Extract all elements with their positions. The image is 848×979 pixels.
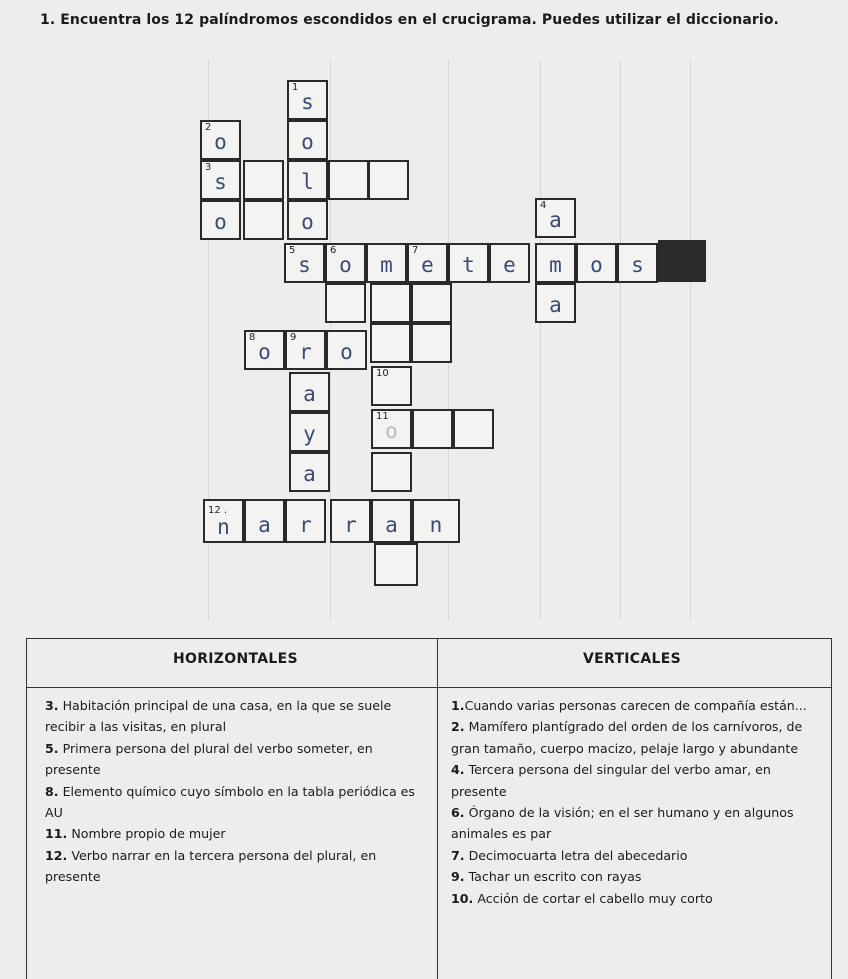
clue-item — [45, 845, 429, 888]
clue-text: Órgano de la visión; en el ser humano y en algunos animales es par — [451, 805, 794, 842]
clue-number: 1 — [292, 82, 299, 93]
vertical-clues — [451, 695, 827, 909]
cell-letter: y — [303, 422, 316, 446]
cell-letter: a — [303, 462, 316, 486]
clue-number: 9. — [451, 869, 465, 885]
cell-letter: a — [385, 513, 398, 537]
clue-item — [451, 759, 827, 802]
clues-table — [26, 638, 832, 979]
crossword-cell[interactable] — [284, 243, 325, 283]
cell-letter: e — [503, 253, 516, 277]
cell-letter: n — [429, 513, 443, 537]
crossword-cell[interactable] — [287, 160, 328, 200]
cell-letter: s — [298, 253, 311, 277]
crossword-cell[interactable] — [287, 80, 328, 120]
crossword-cell[interactable] — [326, 330, 367, 370]
clue-text: Verbo narrar en la tercera persona del plural, en presente — [45, 847, 377, 885]
cell-letter: m — [380, 253, 393, 277]
crossword-cell[interactable] — [243, 160, 284, 200]
cell-letter: o — [258, 340, 271, 364]
crossword-cell[interactable] — [576, 243, 617, 283]
crossword-cell[interactable] — [200, 160, 241, 200]
clue-number: 5. — [45, 740, 59, 756]
cell-letter: a — [549, 293, 562, 317]
cell-letter: n — [217, 515, 230, 539]
cell-letter: o — [385, 419, 398, 443]
cell-letter: a — [549, 208, 562, 232]
cell-letter: o — [301, 130, 314, 154]
clue-number: 10. — [451, 890, 474, 906]
crossword-cell[interactable] — [371, 499, 412, 543]
crossword-cell[interactable] — [289, 452, 330, 492]
clue-item — [451, 716, 827, 759]
crossword-cell[interactable] — [289, 412, 330, 452]
crossword-cell[interactable] — [412, 499, 460, 543]
clue-text: Decimocuarta letra del abecedario — [468, 847, 688, 863]
clue-item — [451, 888, 827, 909]
column-divider — [437, 639, 438, 979]
crossword-cell[interactable] — [325, 283, 366, 323]
clue-number: 1. — [451, 698, 465, 713]
crossword-cell[interactable] — [200, 200, 241, 240]
clue-item — [451, 802, 827, 845]
crossword-cell[interactable] — [371, 409, 412, 449]
crossword-cell[interactable] — [370, 323, 411, 363]
cell-letter: s — [631, 253, 644, 277]
clue-number: 10 — [376, 368, 389, 379]
clue-text: Nombre propio de mujer — [71, 826, 226, 842]
cell-letter: o — [214, 130, 227, 154]
clue-number: 4. — [451, 762, 465, 778]
crossword-cell[interactable] — [370, 283, 411, 323]
cell-letter: a — [303, 382, 316, 406]
exercise-instruction: 1. Encuentra los 12 palíndromos escondidos en el crucigrama. Puedes utilizar el diccionario. — [40, 12, 779, 28]
crossword-cell[interactable] — [412, 409, 453, 449]
crossword-cell[interactable] — [200, 120, 241, 160]
crossword-cell[interactable] — [285, 330, 326, 370]
clue-item — [451, 866, 827, 887]
crossword-cell[interactable] — [411, 323, 452, 363]
cell-letter: o — [301, 210, 314, 234]
crossword-cell[interactable] — [407, 243, 448, 283]
crossword-cell[interactable] — [285, 499, 326, 543]
cell-letter: r — [344, 513, 357, 537]
clue-text: Cuando varias personas carecen de compañía están... — [464, 698, 807, 713]
clue-item — [451, 695, 827, 716]
crossword-cell[interactable] — [374, 543, 418, 586]
clue-item — [45, 695, 429, 738]
clue-text: Mamífero plantígrado del orden de los carnívoros, de gran tamaño, cuerpo macizo, pelaje largo y abundante — [451, 719, 803, 756]
clue-number: 12 . — [208, 505, 228, 516]
cell-letter: a — [258, 513, 271, 537]
black-cell — [658, 240, 706, 282]
clue-number: 2. — [451, 719, 465, 735]
cell-letter: t — [462, 253, 475, 277]
crossword-cell[interactable] — [243, 200, 284, 240]
clue-number: 3. — [45, 698, 59, 713]
clue-number: 2 — [205, 122, 212, 133]
clue-number: 8. — [45, 783, 59, 799]
cell-letter: s — [214, 170, 227, 194]
clue-number: 9 — [290, 332, 297, 343]
clue-text: Elemento químico cuyo símbolo en la tabla periódica es AU — [45, 783, 415, 821]
crossword-cell[interactable] — [535, 243, 576, 283]
clue-number: 5 — [289, 245, 296, 256]
crossword-cell[interactable] — [289, 372, 330, 412]
vertical-header: VERTICALES — [583, 651, 681, 667]
clue-number: 7 — [412, 245, 419, 256]
cell-letter: l — [301, 170, 314, 194]
cell-letter: r — [299, 340, 312, 364]
clue-number: 11. — [45, 826, 68, 842]
clue-item — [45, 738, 429, 781]
crossword-cell[interactable] — [411, 283, 452, 323]
crossword-cell[interactable] — [371, 366, 412, 406]
clue-number: 11 — [376, 411, 389, 422]
crossword-cell[interactable] — [244, 330, 285, 370]
clue-text: Tachar un escrito con rayas — [468, 869, 642, 885]
horizontal-header: HORIZONTALES — [173, 651, 298, 667]
clue-text: Primera persona del plural del verbo someter, en presente — [45, 740, 373, 778]
crossword-cell[interactable] — [330, 499, 371, 543]
clue-number: 12. — [45, 847, 68, 863]
cell-letter: o — [339, 253, 352, 277]
crossword-cell[interactable] — [368, 160, 409, 200]
cell-letter: o — [214, 210, 227, 234]
crossword-cell[interactable] — [203, 499, 244, 543]
clue-item — [45, 781, 429, 824]
cell-letter: s — [301, 90, 314, 114]
crossword-cell[interactable] — [535, 198, 576, 238]
crossword-cell[interactable] — [366, 243, 407, 283]
clue-text: Habitación principal de una casa, en la que se suele recibir a las visitas, en plural — [45, 698, 392, 735]
clue-text: Tercera persona del singular del verbo amar, en presente — [451, 762, 771, 799]
clue-number: 6 — [330, 245, 337, 256]
crossword-cell[interactable] — [325, 243, 366, 283]
crossword-cell[interactable] — [371, 452, 412, 492]
crossword-cell[interactable] — [244, 499, 285, 543]
horizontal-clues — [45, 695, 429, 888]
crossword-cell[interactable] — [535, 283, 576, 323]
crossword-cell[interactable] — [287, 120, 328, 160]
crossword-cell[interactable] — [453, 409, 494, 449]
cell-letter: m — [549, 253, 562, 277]
crossword-cell[interactable] — [489, 243, 530, 283]
cell-letter: r — [299, 513, 312, 537]
cell-letter: o — [340, 340, 353, 364]
clue-number: 8 — [249, 332, 256, 343]
clue-number: 7. — [451, 847, 465, 863]
crossword-cell[interactable] — [448, 243, 489, 283]
clue-item — [45, 823, 429, 844]
crossword-cell[interactable] — [328, 160, 369, 200]
crossword-cell[interactable] — [617, 243, 658, 283]
clue-number: 4 — [540, 200, 547, 211]
clue-text: Acción de cortar el cabello muy corto — [477, 890, 713, 906]
clue-number: 6. — [451, 805, 465, 821]
clue-item — [451, 845, 827, 866]
cell-letter: o — [590, 253, 603, 277]
cell-letter: e — [421, 253, 434, 277]
clue-number: 3 — [205, 162, 212, 173]
clues-header-row — [27, 639, 831, 688]
crossword-cell[interactable] — [287, 200, 328, 240]
